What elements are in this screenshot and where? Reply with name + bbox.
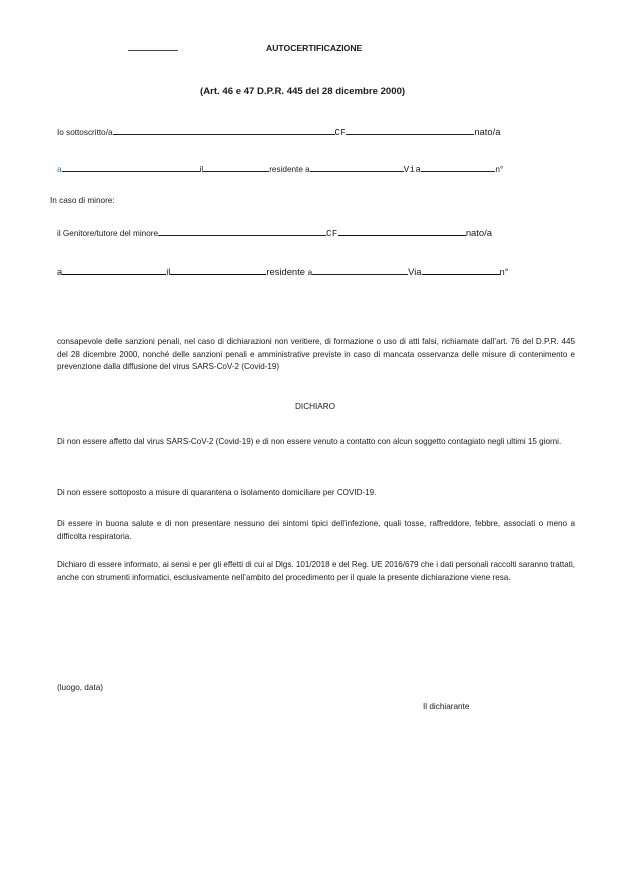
label-residente-minore: residente — [266, 266, 305, 277]
field-via[interactable] — [421, 163, 495, 172]
document-title: AUTOCERTIFICAZIONE — [266, 43, 363, 53]
label-nato: nato/a — [474, 126, 501, 137]
label-dichiarante: Il dichiarante — [423, 702, 470, 711]
row-nascita-residenza — [57, 163, 503, 175]
declaration-2: Di non essere sottoposto a misure di quarantena o isolamento domiciliare per COVID-19. — [57, 488, 377, 497]
label-numero: n° — [495, 165, 504, 174]
label-residente-a-minore: a — [307, 268, 313, 277]
field-cf-minore[interactable] — [338, 227, 466, 236]
label-via-minore: Via — [408, 266, 422, 277]
label-a: a — [57, 165, 62, 174]
label-cf: CF — [334, 128, 347, 138]
field-genitore[interactable] — [158, 227, 326, 236]
field-residenza-minore[interactable] — [312, 266, 408, 275]
label-il: il — [199, 165, 204, 174]
row-nascita-residenza-minore — [57, 266, 509, 277]
paragraph-consapevole: consapevole delle sanzioni penali, nel caso di dichiarazioni non veritiere, di formazione o uso di atti falsi, richiamate dall’art. 76 del D.P.R. 445 del 28 dicembre 2000, nonché delle sanzioni penali e amministrative previste in caso di mancata osservanza delle misure di contenimento e prevenzione dalla diffusione del virus SARS-CoV-2 (Covid-19) — [57, 337, 575, 371]
label-sottoscritto: Io sottoscritto/a — [57, 128, 113, 137]
field-data-nascita-minore[interactable] — [170, 266, 266, 275]
label-via: Via — [403, 165, 422, 175]
minor-heading: In caso di minore: — [50, 196, 115, 205]
heading-dichiaro: DICHIARO — [295, 402, 336, 411]
label-cf-minore: CF — [326, 229, 338, 239]
label-numero-minore: n° — [499, 266, 509, 277]
header-underline — [128, 50, 178, 51]
label-luogo-data: (luogo, data) — [57, 683, 103, 692]
field-via-minore[interactable] — [422, 266, 500, 275]
declaration-1: Di non essere affetto dal virus SARS-CoV-2 (Covid-19) e di non essere venuto a contatto con alcun soggetto contagiato negli ultimi 15 giorni. — [57, 437, 562, 446]
field-luogo-nascita-minore[interactable] — [62, 266, 166, 275]
document-subtitle: (Art. 46 e 47 D.P.R. 445 del 28 dicembre 2000) — [200, 86, 406, 97]
field-nome[interactable] — [113, 126, 335, 135]
row-sottoscritto — [57, 126, 500, 138]
field-residenza[interactable] — [310, 163, 404, 172]
declaration-3: Di essere in buona salute e di non presentare nessuno dei sintomi tipici dell’infezione, quali tosse, raffreddore, febbre, associati o meno a difficolta respiratoria. — [57, 519, 575, 541]
field-cf[interactable] — [346, 126, 474, 135]
row-genitore — [57, 227, 492, 239]
declaration-4: Dichiaro di essere informato, ai sensi e per gli effetti di cui al Dlgs. 101/2018 e del Reg. UE 2016/679 che i dati personali raccolti saranno trattati, anche con strumenti informatici, esclusivamente nell’ambito del procedimento per il quale la presente dichiarazione viene resa. — [57, 560, 575, 582]
label-il-minore: il — [166, 266, 171, 277]
label-a-minore: a — [57, 266, 63, 277]
label-nato-minore: nato/a — [465, 227, 492, 238]
field-luogo-nascita[interactable] — [62, 163, 200, 172]
label-residente: residente a — [269, 165, 310, 174]
field-data-nascita[interactable] — [203, 163, 269, 172]
label-genitore: il Genitore/tutore del minore — [57, 229, 159, 238]
